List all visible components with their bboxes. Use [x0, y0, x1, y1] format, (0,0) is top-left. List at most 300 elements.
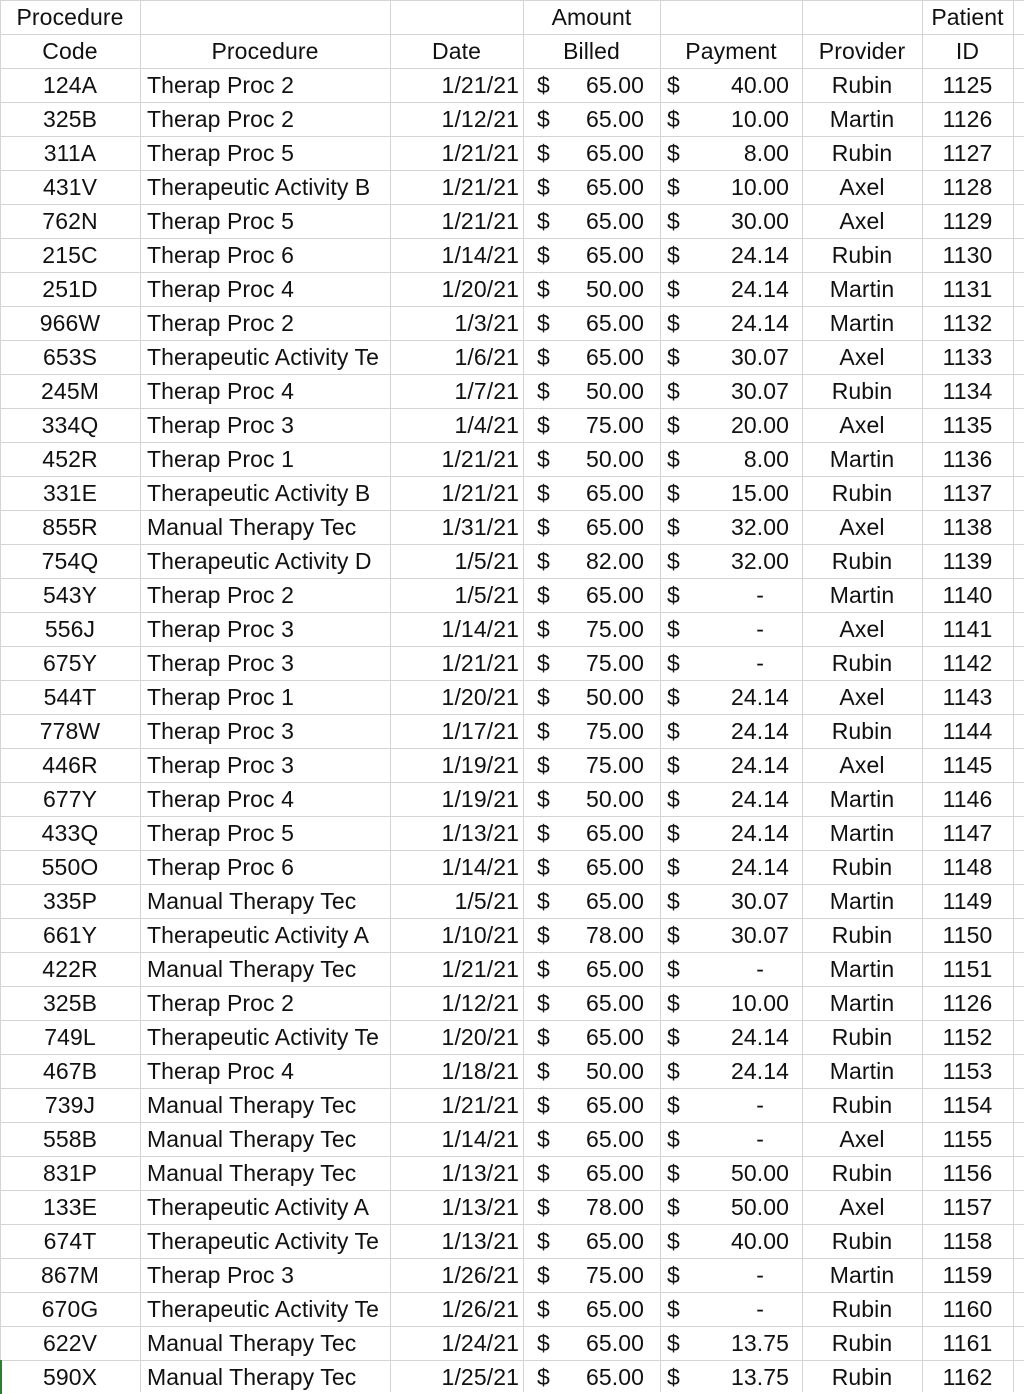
cell-payment[interactable]: 13.75: [730, 1364, 789, 1390]
cell-date[interactable]: 1/21/21: [441, 480, 519, 506]
cell-payment[interactable]: 40.00: [730, 72, 789, 98]
cell-procedure-code[interactable]: 452R: [42, 446, 98, 472]
cell-payment[interactable]: 24.14: [730, 820, 789, 846]
header-payment[interactable]: Payment: [685, 38, 777, 64]
cell-procedure-code[interactable]: 335P: [42, 888, 98, 914]
cell-provider[interactable]: Martin: [829, 786, 895, 812]
cell-payment-currency[interactable]: $: [667, 684, 680, 710]
cell-payment-currency[interactable]: $: [667, 956, 680, 982]
cell-date[interactable]: 1/14/21: [441, 854, 519, 880]
cell-patient-id[interactable]: 1129: [942, 208, 993, 234]
cell-amount-billed[interactable]: 65.00: [585, 1330, 644, 1356]
cell-amount-billed[interactable]: 65.00: [585, 1160, 644, 1186]
cell-patient-id[interactable]: 1126: [942, 990, 993, 1016]
cell-billed-currency[interactable]: $: [537, 854, 550, 880]
cell-billed-currency[interactable]: $: [537, 378, 550, 404]
cell-procedure-code[interactable]: 124A: [42, 72, 98, 98]
cell-procedure[interactable]: Therap Proc 1: [147, 684, 295, 710]
cell-patient-id[interactable]: 1126: [942, 106, 993, 132]
cell-patient-id[interactable]: 1146: [942, 786, 993, 812]
cell-billed-currency[interactable]: $: [537, 140, 550, 166]
cell-billed-currency[interactable]: $: [537, 582, 550, 608]
cell-amount-billed[interactable]: 65.00: [585, 208, 644, 234]
cell-date[interactable]: 1/24/21: [441, 1330, 519, 1356]
cell-amount-billed[interactable]: 78.00: [585, 922, 644, 948]
cell-patient-id[interactable]: 1134: [942, 378, 993, 404]
cell-provider[interactable]: Axel: [839, 1194, 885, 1220]
cell-procedure[interactable]: Therap Proc 4: [147, 276, 295, 302]
cell-billed-currency[interactable]: $: [537, 344, 550, 370]
cell-provider[interactable]: Rubin: [831, 242, 893, 268]
cell-billed-currency[interactable]: $: [537, 820, 550, 846]
cell-procedure[interactable]: Therapeutic Activity Te: [147, 1296, 379, 1322]
cell-billed-currency[interactable]: $: [537, 1330, 550, 1356]
cell-billed-currency[interactable]: $: [537, 548, 550, 574]
cell-amount-billed[interactable]: 65.00: [585, 242, 644, 268]
cell-payment[interactable]: -: [756, 616, 764, 642]
cell-patient-id[interactable]: 1159: [942, 1262, 993, 1288]
cell-procedure[interactable]: Therap Proc 5: [147, 820, 295, 846]
cell-payment-currency[interactable]: $: [667, 786, 680, 812]
cell-date[interactable]: 1/19/21: [441, 752, 519, 778]
cell-date[interactable]: 1/26/21: [441, 1296, 519, 1322]
cell-payment[interactable]: -: [756, 1296, 764, 1322]
cell-amount-billed[interactable]: 65.00: [585, 106, 644, 132]
cell-procedure[interactable]: Therapeutic Activity B: [147, 174, 371, 200]
cell-payment-currency[interactable]: $: [667, 650, 680, 676]
cell-provider[interactable]: Axel: [839, 752, 885, 778]
cell-procedure-code[interactable]: 133E: [42, 1194, 98, 1220]
cell-date[interactable]: 1/12/21: [441, 990, 519, 1016]
cell-amount-billed[interactable]: 65.00: [585, 310, 644, 336]
cell-provider[interactable]: Martin: [829, 820, 895, 846]
cell-procedure[interactable]: Therapeutic Activity D: [147, 548, 372, 574]
cell-billed-currency[interactable]: $: [537, 1262, 550, 1288]
cell-billed-currency[interactable]: $: [537, 242, 550, 268]
cell-date[interactable]: 1/26/21: [441, 1262, 519, 1288]
cell-procedure-code[interactable]: 556J: [44, 616, 96, 642]
cell-date[interactable]: 1/19/21: [441, 786, 519, 812]
cell-payment-currency[interactable]: $: [667, 616, 680, 642]
cell-billed-currency[interactable]: $: [537, 514, 550, 540]
cell-procedure-code[interactable]: 675Y: [42, 650, 98, 676]
cell-procedure[interactable]: Manual Therapy Tec: [147, 514, 357, 540]
cell-payment-currency[interactable]: $: [667, 1262, 680, 1288]
cell-provider[interactable]: Rubin: [831, 140, 893, 166]
cell-payment-currency[interactable]: $: [667, 72, 680, 98]
cell-patient-id[interactable]: 1154: [942, 1092, 993, 1118]
cell-billed-currency[interactable]: $: [537, 752, 550, 778]
cell-amount-billed[interactable]: 65.00: [585, 1364, 644, 1390]
cell-amount-billed[interactable]: 65.00: [585, 1296, 644, 1322]
cell-procedure[interactable]: Therap Proc 2: [147, 72, 295, 98]
cell-payment[interactable]: -: [756, 650, 764, 676]
cell-payment[interactable]: -: [756, 1126, 764, 1152]
cell-provider[interactable]: Martin: [829, 276, 895, 302]
cell-payment[interactable]: 30.00: [730, 208, 789, 234]
cell-procedure-code[interactable]: 325B: [42, 106, 98, 132]
cell-provider[interactable]: Rubin: [831, 1364, 893, 1390]
cell-payment[interactable]: 24.14: [730, 786, 789, 812]
cell-amount-billed[interactable]: 65.00: [585, 820, 644, 846]
cell-patient-id[interactable]: 1133: [942, 344, 993, 370]
header-procedure[interactable]: Procedure: [211, 38, 319, 64]
cell-amount-billed[interactable]: 50.00: [585, 786, 644, 812]
cell-procedure[interactable]: Therap Proc 2: [147, 106, 295, 132]
cell-billed-currency[interactable]: $: [537, 106, 550, 132]
cell-patient-id[interactable]: 1127: [942, 140, 993, 166]
cell-date[interactable]: 1/21/21: [441, 956, 519, 982]
cell-patient-id[interactable]: 1144: [942, 718, 993, 744]
cell-procedure-code[interactable]: 245M: [41, 378, 99, 404]
cell-patient-id[interactable]: 1143: [942, 684, 993, 710]
cell-payment-currency[interactable]: $: [667, 922, 680, 948]
cell-date[interactable]: 1/14/21: [441, 616, 519, 642]
cell-payment[interactable]: 24.14: [730, 684, 789, 710]
cell-patient-id[interactable]: 1150: [942, 922, 993, 948]
cell-date[interactable]: 1/17/21: [441, 718, 519, 744]
cell-provider[interactable]: Rubin: [831, 1296, 893, 1322]
cell-procedure[interactable]: Therap Proc 5: [147, 140, 295, 166]
cell-provider[interactable]: Axel: [839, 1126, 885, 1152]
cell-procedure[interactable]: Manual Therapy Tec: [147, 1126, 357, 1152]
cell-amount-billed[interactable]: 65.00: [585, 1126, 644, 1152]
cell-procedure[interactable]: Therapeutic Activity Te: [147, 344, 379, 370]
cell-payment[interactable]: 15.00: [730, 480, 789, 506]
cell-payment-currency[interactable]: $: [667, 854, 680, 880]
header-patient-line1[interactable]: Patient: [931, 4, 1004, 30]
cell-payment-currency[interactable]: $: [667, 1364, 680, 1390]
cell-date[interactable]: 1/10/21: [441, 922, 519, 948]
cell-procedure[interactable]: Therap Proc 1: [147, 446, 295, 472]
cell-procedure-code[interactable]: 867M: [41, 1262, 99, 1288]
cell-amount-billed[interactable]: 65.00: [585, 1228, 644, 1254]
cell-payment[interactable]: 8.00: [743, 446, 789, 472]
cell-procedure[interactable]: Therapeutic Activity A: [147, 922, 370, 948]
cell-patient-id[interactable]: 1155: [942, 1126, 993, 1152]
header-code-line2[interactable]: Code: [42, 38, 98, 64]
cell-patient-id[interactable]: 1139: [942, 548, 993, 574]
header-code-line1[interactable]: Procedure: [16, 4, 124, 30]
cell-procedure[interactable]: Manual Therapy Tec: [147, 1330, 357, 1356]
cell-amount-billed[interactable]: 65.00: [585, 582, 644, 608]
cell-provider[interactable]: Martin: [829, 106, 895, 132]
cell-patient-id[interactable]: 1136: [942, 446, 993, 472]
cell-date[interactable]: 1/5/21: [454, 888, 519, 914]
cell-procedure-code[interactable]: 446R: [42, 752, 98, 778]
cell-billed-currency[interactable]: $: [537, 616, 550, 642]
cell-billed-currency[interactable]: $: [537, 1228, 550, 1254]
header-date[interactable]: Date: [432, 38, 481, 64]
cell-date[interactable]: 1/6/21: [454, 344, 519, 370]
cell-procedure[interactable]: Manual Therapy Tec: [147, 1160, 357, 1186]
cell-procedure-code[interactable]: 550O: [41, 854, 99, 880]
cell-payment-currency[interactable]: $: [667, 888, 680, 914]
cell-payment[interactable]: -: [756, 582, 764, 608]
cell-amount-billed[interactable]: 75.00: [585, 1262, 644, 1288]
cell-billed-currency[interactable]: $: [537, 1126, 550, 1152]
header-provider[interactable]: Provider: [818, 38, 906, 64]
cell-amount-billed[interactable]: 65.00: [585, 514, 644, 540]
cell-payment-currency[interactable]: $: [667, 1228, 680, 1254]
cell-payment[interactable]: 24.14: [730, 276, 789, 302]
cell-billed-currency[interactable]: $: [537, 990, 550, 1016]
cell-payment-currency[interactable]: $: [667, 310, 680, 336]
cell-patient-id[interactable]: 1142: [942, 650, 993, 676]
cell-payment-currency[interactable]: $: [667, 1024, 680, 1050]
cell-date[interactable]: 1/4/21: [454, 412, 519, 438]
cell-procedure[interactable]: Therap Proc 3: [147, 616, 295, 642]
cell-procedure-code[interactable]: 558B: [42, 1126, 98, 1152]
cell-date[interactable]: 1/13/21: [441, 1160, 519, 1186]
cell-patient-id[interactable]: 1132: [942, 310, 993, 336]
cell-amount-billed[interactable]: 65.00: [585, 990, 644, 1016]
cell-patient-id[interactable]: 1162: [942, 1364, 993, 1390]
cell-amount-billed[interactable]: 65.00: [585, 854, 644, 880]
cell-date[interactable]: 1/5/21: [454, 548, 519, 574]
cell-billed-currency[interactable]: $: [537, 310, 550, 336]
cell-billed-currency[interactable]: $: [537, 446, 550, 472]
cell-date[interactable]: 1/12/21: [441, 106, 519, 132]
cell-procedure[interactable]: Manual Therapy Tec: [147, 1364, 357, 1390]
cell-procedure[interactable]: Therapeutic Activity A: [147, 1194, 370, 1220]
cell-provider[interactable]: Axel: [839, 514, 885, 540]
cell-procedure[interactable]: Manual Therapy Tec: [147, 1092, 357, 1118]
cell-procedure[interactable]: Therapeutic Activity Te: [147, 1024, 379, 1050]
cell-payment[interactable]: -: [756, 1262, 764, 1288]
cell-payment[interactable]: 24.14: [730, 854, 789, 880]
cell-provider[interactable]: Rubin: [831, 1330, 893, 1356]
cell-date[interactable]: 1/21/21: [441, 208, 519, 234]
cell-procedure[interactable]: Manual Therapy Tec: [147, 956, 357, 982]
cell-payment-currency[interactable]: $: [667, 208, 680, 234]
cell-provider[interactable]: Martin: [829, 956, 895, 982]
cell-procedure-code[interactable]: 467B: [42, 1058, 98, 1084]
cell-billed-currency[interactable]: $: [537, 1160, 550, 1186]
cell-payment-currency[interactable]: $: [667, 990, 680, 1016]
header-billed-line1[interactable]: Amount: [551, 4, 632, 30]
cell-payment[interactable]: 13.75: [730, 1330, 789, 1356]
cell-procedure[interactable]: Therap Proc 3: [147, 412, 295, 438]
cell-payment-currency[interactable]: $: [667, 378, 680, 404]
cell-procedure-code[interactable]: 334Q: [41, 412, 99, 438]
cell-payment[interactable]: -: [756, 1092, 764, 1118]
cell-date[interactable]: 1/25/21: [441, 1364, 519, 1390]
cell-amount-billed[interactable]: 50.00: [585, 378, 644, 404]
cell-payment[interactable]: -: [756, 956, 764, 982]
cell-procedure[interactable]: Therap Proc 4: [147, 786, 295, 812]
cell-payment-currency[interactable]: $: [667, 480, 680, 506]
cell-payment-currency[interactable]: $: [667, 140, 680, 166]
cell-payment-currency[interactable]: $: [667, 582, 680, 608]
cell-procedure-code[interactable]: 433Q: [41, 820, 99, 846]
cell-payment-currency[interactable]: $: [667, 1126, 680, 1152]
cell-date[interactable]: 1/21/21: [441, 140, 519, 166]
cell-date[interactable]: 1/21/21: [441, 1092, 519, 1118]
cell-procedure[interactable]: Therap Proc 3: [147, 650, 295, 676]
cell-payment-currency[interactable]: $: [667, 820, 680, 846]
cell-patient-id[interactable]: 1128: [942, 174, 993, 200]
cell-payment[interactable]: 20.00: [730, 412, 789, 438]
cell-amount-billed[interactable]: 75.00: [585, 412, 644, 438]
cell-payment-currency[interactable]: $: [667, 1160, 680, 1186]
cell-procedure-code[interactable]: 778W: [39, 718, 101, 744]
cell-procedure-code[interactable]: 590X: [42, 1364, 98, 1390]
cell-amount-billed[interactable]: 65.00: [585, 140, 644, 166]
cell-amount-billed[interactable]: 65.00: [585, 480, 644, 506]
cell-procedure-code[interactable]: 422R: [42, 956, 98, 982]
cell-procedure[interactable]: Therapeutic Activity B: [147, 480, 371, 506]
cell-payment[interactable]: 32.00: [730, 514, 789, 540]
cell-provider[interactable]: Martin: [829, 888, 895, 914]
cell-billed-currency[interactable]: $: [537, 1364, 550, 1390]
cell-payment[interactable]: 24.14: [730, 1024, 789, 1050]
cell-procedure[interactable]: Therap Proc 3: [147, 718, 295, 744]
cell-payment[interactable]: 10.00: [730, 990, 789, 1016]
cell-amount-billed[interactable]: 82.00: [585, 548, 644, 574]
cell-payment[interactable]: 32.00: [730, 548, 789, 574]
cell-provider[interactable]: Axel: [839, 208, 885, 234]
cell-payment[interactable]: 24.14: [730, 242, 789, 268]
cell-date[interactable]: 1/21/21: [441, 72, 519, 98]
cell-provider[interactable]: Axel: [839, 344, 885, 370]
cell-patient-id[interactable]: 1151: [942, 956, 993, 982]
cell-payment[interactable]: 10.00: [730, 174, 789, 200]
cell-patient-id[interactable]: 1145: [942, 752, 993, 778]
cell-billed-currency[interactable]: $: [537, 956, 550, 982]
cell-payment[interactable]: 30.07: [730, 378, 789, 404]
cell-provider[interactable]: Axel: [839, 412, 885, 438]
cell-amount-billed[interactable]: 65.00: [585, 174, 644, 200]
cell-billed-currency[interactable]: $: [537, 888, 550, 914]
cell-provider[interactable]: Martin: [829, 1058, 895, 1084]
cell-procedure[interactable]: Therap Proc 5: [147, 208, 295, 234]
cell-amount-billed[interactable]: 50.00: [585, 446, 644, 472]
cell-provider[interactable]: Martin: [829, 582, 895, 608]
cell-payment[interactable]: 40.00: [730, 1228, 789, 1254]
cell-billed-currency[interactable]: $: [537, 480, 550, 506]
cell-payment[interactable]: 24.14: [730, 1058, 789, 1084]
cell-date[interactable]: 1/20/21: [441, 684, 519, 710]
cell-patient-id[interactable]: 1161: [942, 1330, 993, 1356]
cell-provider[interactable]: Rubin: [831, 1024, 893, 1050]
cell-provider[interactable]: Rubin: [831, 548, 893, 574]
cell-payment-currency[interactable]: $: [667, 718, 680, 744]
cell-patient-id[interactable]: 1153: [942, 1058, 993, 1084]
cell-procedure[interactable]: Therapeutic Activity Te: [147, 1228, 379, 1254]
cell-billed-currency[interactable]: $: [537, 174, 550, 200]
cell-patient-id[interactable]: 1141: [942, 616, 993, 642]
cell-procedure[interactable]: Therap Proc 6: [147, 854, 295, 880]
cell-patient-id[interactable]: 1137: [942, 480, 993, 506]
cell-procedure-code[interactable]: 215C: [42, 242, 98, 268]
cell-date[interactable]: 1/18/21: [441, 1058, 519, 1084]
cell-billed-currency[interactable]: $: [537, 1092, 550, 1118]
cell-payment-currency[interactable]: $: [667, 174, 680, 200]
cell-payment-currency[interactable]: $: [667, 106, 680, 132]
cell-amount-billed[interactable]: 65.00: [585, 72, 644, 98]
cell-procedure-code[interactable]: 251D: [42, 276, 98, 302]
cell-procedure-code[interactable]: 966W: [39, 310, 101, 336]
cell-payment[interactable]: 30.07: [730, 888, 789, 914]
cell-procedure-code[interactable]: 331E: [42, 480, 98, 506]
cell-provider[interactable]: Rubin: [831, 650, 893, 676]
cell-patient-id[interactable]: 1147: [942, 820, 993, 846]
cell-procedure-code[interactable]: 739J: [44, 1092, 96, 1118]
header-billed-line2[interactable]: Billed: [563, 38, 620, 64]
cell-provider[interactable]: Rubin: [831, 718, 893, 744]
cell-procedure-code[interactable]: 749L: [44, 1024, 96, 1050]
cell-procedure-code[interactable]: 754Q: [41, 548, 99, 574]
cell-date[interactable]: 1/20/21: [441, 276, 519, 302]
cell-procedure-code[interactable]: 325B: [42, 990, 98, 1016]
cell-procedure-code[interactable]: 831P: [42, 1160, 98, 1186]
cell-provider[interactable]: Martin: [829, 1262, 895, 1288]
cell-billed-currency[interactable]: $: [537, 684, 550, 710]
cell-procedure-code[interactable]: 762N: [42, 208, 98, 234]
cell-patient-id[interactable]: 1138: [942, 514, 993, 540]
cell-amount-billed[interactable]: 78.00: [585, 1194, 644, 1220]
cell-procedure[interactable]: Manual Therapy Tec: [147, 888, 357, 914]
cell-patient-id[interactable]: 1148: [942, 854, 993, 880]
cell-payment[interactable]: 50.00: [730, 1160, 789, 1186]
cell-billed-currency[interactable]: $: [537, 1296, 550, 1322]
cell-payment[interactable]: 24.14: [730, 310, 789, 336]
cell-billed-currency[interactable]: $: [537, 1194, 550, 1220]
cell-patient-id[interactable]: 1130: [942, 242, 993, 268]
cell-payment-currency[interactable]: $: [667, 752, 680, 778]
cell-amount-billed[interactable]: 65.00: [585, 1024, 644, 1050]
cell-provider[interactable]: Martin: [829, 310, 895, 336]
cell-billed-currency[interactable]: $: [537, 786, 550, 812]
cell-payment[interactable]: 24.14: [730, 752, 789, 778]
cell-procedure[interactable]: Therap Proc 4: [147, 1058, 295, 1084]
cell-provider[interactable]: Axel: [839, 684, 885, 710]
cell-billed-currency[interactable]: $: [537, 1024, 550, 1050]
cell-payment-currency[interactable]: $: [667, 1330, 680, 1356]
cell-patient-id[interactable]: 1140: [942, 582, 993, 608]
cell-amount-billed[interactable]: 65.00: [585, 956, 644, 982]
cell-patient-id[interactable]: 1158: [942, 1228, 993, 1254]
cell-procedure[interactable]: Therap Proc 2: [147, 582, 295, 608]
cell-billed-currency[interactable]: $: [537, 412, 550, 438]
cell-payment-currency[interactable]: $: [667, 446, 680, 472]
cell-provider[interactable]: Axel: [839, 174, 885, 200]
cell-provider[interactable]: Martin: [829, 990, 895, 1016]
cell-payment-currency[interactable]: $: [667, 1194, 680, 1220]
cell-date[interactable]: 1/14/21: [441, 1126, 519, 1152]
cell-amount-billed[interactable]: 75.00: [585, 650, 644, 676]
cell-patient-id[interactable]: 1131: [942, 276, 993, 302]
cell-payment[interactable]: 10.00: [730, 106, 789, 132]
cell-date[interactable]: 1/13/21: [441, 1194, 519, 1220]
cell-procedure[interactable]: Therap Proc 3: [147, 1262, 295, 1288]
cell-date[interactable]: 1/21/21: [441, 174, 519, 200]
cell-provider[interactable]: Rubin: [831, 480, 893, 506]
cell-amount-billed[interactable]: 65.00: [585, 888, 644, 914]
cell-billed-currency[interactable]: $: [537, 72, 550, 98]
cell-provider[interactable]: Rubin: [831, 854, 893, 880]
cell-billed-currency[interactable]: $: [537, 208, 550, 234]
cell-amount-billed[interactable]: 75.00: [585, 718, 644, 744]
cell-payment[interactable]: 30.07: [730, 922, 789, 948]
cell-amount-billed[interactable]: 50.00: [585, 684, 644, 710]
cell-payment[interactable]: 50.00: [730, 1194, 789, 1220]
cell-procedure[interactable]: Therap Proc 3: [147, 752, 295, 778]
cell-payment-currency[interactable]: $: [667, 1058, 680, 1084]
cell-date[interactable]: 1/21/21: [441, 446, 519, 472]
cell-provider[interactable]: Martin: [829, 446, 895, 472]
